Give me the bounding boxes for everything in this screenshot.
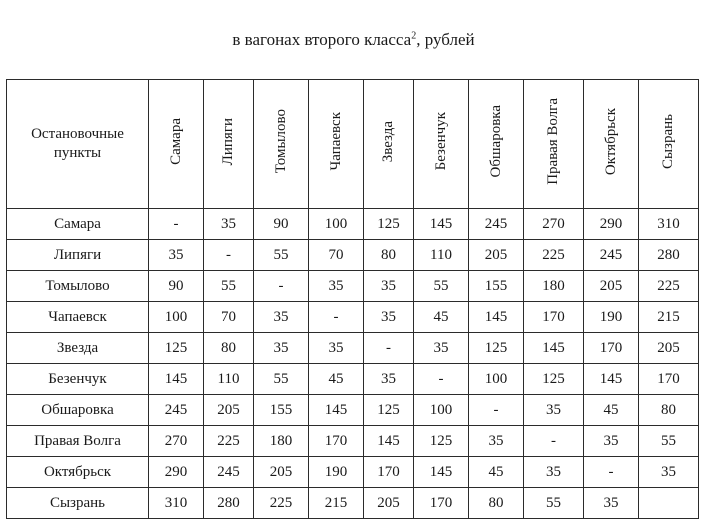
row-header: Звезда <box>7 333 149 364</box>
row-header: Липяги <box>7 240 149 271</box>
fare-cell: - <box>254 271 309 302</box>
table-row <box>7 240 699 271</box>
table-row <box>7 333 699 364</box>
corner-header <box>7 80 149 209</box>
fare-cell: 155 <box>469 271 524 302</box>
fare-cell: 125 <box>149 333 204 364</box>
fare-cell: 205 <box>204 395 254 426</box>
fare-cell: 245 <box>584 240 639 271</box>
column-header <box>309 80 364 209</box>
column-header-label: Звезда <box>380 120 396 163</box>
column-header <box>364 80 414 209</box>
fare-table-body <box>7 80 699 519</box>
row-header: Безенчук <box>7 364 149 395</box>
column-header <box>254 80 309 209</box>
fare-cell: 55 <box>254 364 309 395</box>
column-header-label: Безенчук <box>432 112 449 171</box>
column-header-label: Томылово <box>272 109 289 174</box>
header-row <box>7 80 699 209</box>
table-row <box>7 395 699 426</box>
fare-table <box>6 79 699 519</box>
column-header <box>414 80 469 209</box>
row-header: Обшаровка <box>7 395 149 426</box>
table-row <box>7 302 699 333</box>
fare-cell: 125 <box>524 364 584 395</box>
fare-cell: 270 <box>524 209 584 240</box>
fare-cell: 35 <box>204 209 254 240</box>
fare-cell: 55 <box>204 271 254 302</box>
row-header: Томылово <box>7 271 149 302</box>
fare-cell: 225 <box>204 426 254 457</box>
fare-cell: 90 <box>149 271 204 302</box>
title-footnote: 2 <box>411 30 417 42</box>
fare-cell: 290 <box>584 209 639 240</box>
fare-cell: 170 <box>364 457 414 488</box>
column-header-label: Правая Волга <box>545 98 561 185</box>
table-title <box>0 30 707 50</box>
fare-cell: 80 <box>469 488 524 519</box>
fare-cell: 35 <box>364 271 414 302</box>
fare-cell: 125 <box>364 395 414 426</box>
column-header <box>584 80 639 209</box>
row-header: Самара <box>7 209 149 240</box>
fare-cell: - <box>469 395 524 426</box>
fare-cell: 110 <box>204 364 254 395</box>
fare-cell: 55 <box>639 426 699 457</box>
fare-cell: 190 <box>309 457 364 488</box>
fare-cell: 35 <box>149 240 204 271</box>
fare-cell: 310 <box>639 209 699 240</box>
fare-cell: 310 <box>149 488 204 519</box>
fare-cell: 45 <box>469 457 524 488</box>
fare-cell: 35 <box>254 333 309 364</box>
fare-cell: 215 <box>309 488 364 519</box>
fare-cell: 45 <box>584 395 639 426</box>
fare-cell: 125 <box>364 209 414 240</box>
column-header-label: Октябрьск <box>602 107 619 176</box>
fare-cell: 55 <box>524 488 584 519</box>
fare-cell: 170 <box>639 364 699 395</box>
fare-cell: 170 <box>414 488 469 519</box>
fare-cell: 35 <box>469 426 524 457</box>
fare-cell: 190 <box>584 302 639 333</box>
fare-cell: 170 <box>309 426 364 457</box>
fare-cell: - <box>204 240 254 271</box>
fare-cell: 245 <box>469 209 524 240</box>
fare-cell: 290 <box>149 457 204 488</box>
fare-cell: - <box>524 426 584 457</box>
fare-cell: 80 <box>204 333 254 364</box>
fare-cell: 245 <box>149 395 204 426</box>
fare-cell: 80 <box>364 240 414 271</box>
fare-cell: 145 <box>414 209 469 240</box>
fare-cell: 145 <box>414 457 469 488</box>
fare-cell <box>639 488 699 519</box>
fare-cell: 125 <box>469 333 524 364</box>
fare-cell: 280 <box>639 240 699 271</box>
fare-cell: 100 <box>414 395 469 426</box>
table-row <box>7 271 699 302</box>
fare-cell: 205 <box>254 457 309 488</box>
title-suffix: , рублей <box>416 30 475 49</box>
fare-cell: 225 <box>254 488 309 519</box>
fare-cell: 145 <box>149 364 204 395</box>
fare-cell: 145 <box>469 302 524 333</box>
column-header <box>524 80 584 209</box>
column-header <box>639 80 699 209</box>
row-header: Правая Волга <box>7 426 149 457</box>
column-header-label: Обшаровка <box>487 105 504 178</box>
fare-cell: 180 <box>524 271 584 302</box>
fare-cell: 145 <box>309 395 364 426</box>
fare-cell: 205 <box>469 240 524 271</box>
column-header-label: Сызрань <box>660 113 676 170</box>
fare-cell: 100 <box>469 364 524 395</box>
table-row <box>7 364 699 395</box>
table-row <box>7 209 699 240</box>
fare-cell: 35 <box>584 426 639 457</box>
fare-cell: 35 <box>254 302 309 333</box>
column-header <box>204 80 254 209</box>
fare-cell: 35 <box>584 488 639 519</box>
row-header: Октябрьск <box>7 457 149 488</box>
fare-cell: 225 <box>639 271 699 302</box>
fare-cell: 180 <box>254 426 309 457</box>
fare-cell: - <box>414 364 469 395</box>
fare-cell: 245 <box>204 457 254 488</box>
fare-cell: 45 <box>309 364 364 395</box>
fare-cell: 35 <box>524 457 584 488</box>
fare-cell: 35 <box>414 333 469 364</box>
table-row <box>7 426 699 457</box>
fare-cell: 35 <box>524 395 584 426</box>
corner-label: Остановочные пункты <box>31 126 124 161</box>
fare-cell: 45 <box>414 302 469 333</box>
fare-cell: 100 <box>309 209 364 240</box>
fare-cell: 145 <box>584 364 639 395</box>
column-header <box>469 80 524 209</box>
fare-cell: 205 <box>639 333 699 364</box>
fare-cell: 100 <box>149 302 204 333</box>
fare-cell: 70 <box>309 240 364 271</box>
title-text: в вагонах второго класса <box>232 30 412 49</box>
table-row <box>7 457 699 488</box>
fare-cell: 35 <box>364 302 414 333</box>
fare-cell: 205 <box>364 488 414 519</box>
fare-cell: 170 <box>584 333 639 364</box>
row-header: Чапаевск <box>7 302 149 333</box>
fare-cell: - <box>309 302 364 333</box>
fare-cell: 205 <box>584 271 639 302</box>
fare-cell: 55 <box>414 271 469 302</box>
fare-cell: 225 <box>524 240 584 271</box>
fare-cell: 90 <box>254 209 309 240</box>
fare-cell: 280 <box>204 488 254 519</box>
column-header-label: Самара <box>167 118 184 165</box>
column-header-label: Липяги <box>220 117 236 166</box>
fare-cell: 35 <box>364 364 414 395</box>
table-row <box>7 488 699 519</box>
fare-cell: - <box>584 457 639 488</box>
column-header-label: Чапаевск <box>327 112 344 171</box>
fare-cell: 145 <box>524 333 584 364</box>
fare-cell: 145 <box>364 426 414 457</box>
row-header: Сызрань <box>7 488 149 519</box>
fare-cell: 70 <box>204 302 254 333</box>
fare-cell: 270 <box>149 426 204 457</box>
fare-cell: - <box>364 333 414 364</box>
fare-cell: 125 <box>414 426 469 457</box>
fare-cell: 110 <box>414 240 469 271</box>
fare-cell: 35 <box>639 457 699 488</box>
fare-cell: 35 <box>309 333 364 364</box>
fare-cell: 155 <box>254 395 309 426</box>
fare-cell: 55 <box>254 240 309 271</box>
fare-cell: 170 <box>524 302 584 333</box>
fare-cell: 35 <box>309 271 364 302</box>
fare-cell: 215 <box>639 302 699 333</box>
fare-cell: 80 <box>639 395 699 426</box>
fare-cell: - <box>149 209 204 240</box>
column-header <box>149 80 204 209</box>
